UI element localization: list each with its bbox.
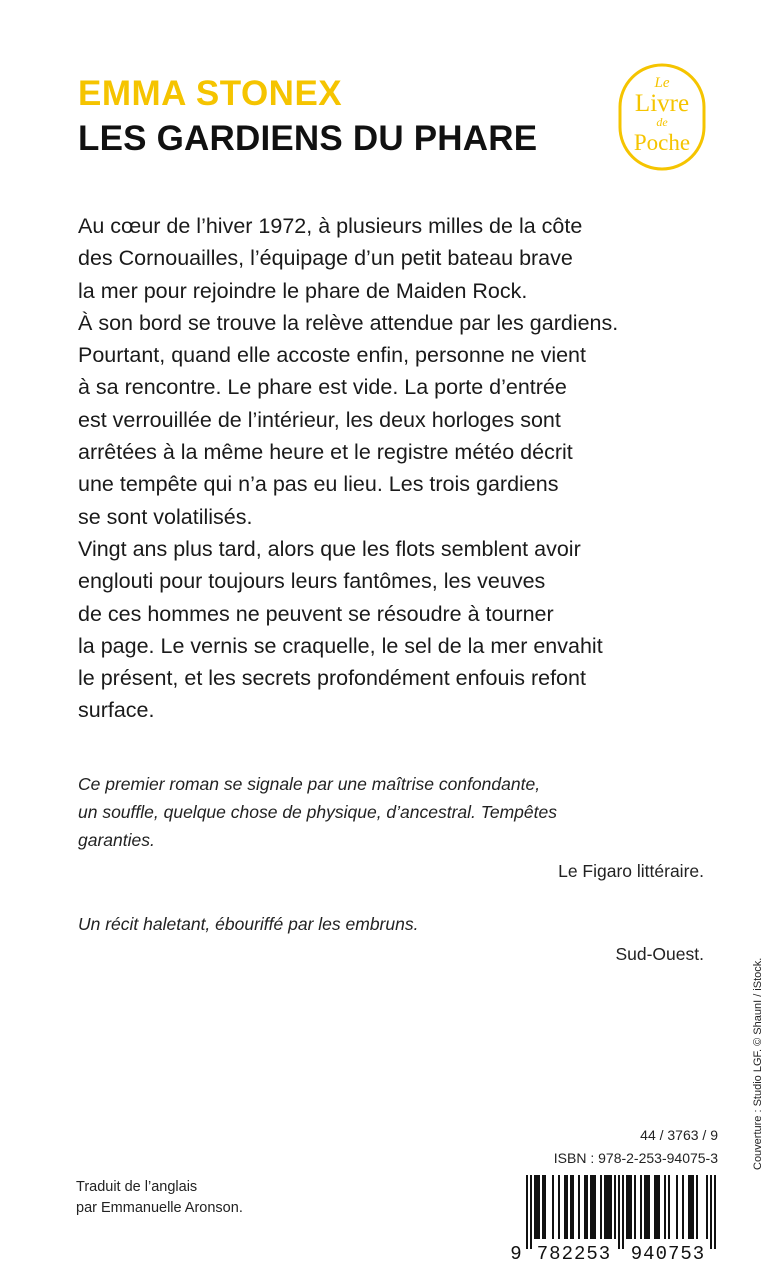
barcode-bar [676, 1175, 678, 1239]
summary-line: surface. [78, 698, 155, 723]
barcode-bar [526, 1175, 528, 1249]
logo-text-le: Le [654, 75, 670, 91]
summary-line: à sa rencontre. Le phare est vide. La porte d’entrée [78, 375, 567, 400]
barcode-bar [630, 1175, 632, 1239]
barcode-bar [626, 1175, 628, 1239]
summary-line: la page. Le vernis se craquelle, le sel de la mer envahit [78, 633, 603, 658]
barcode-bar [696, 1175, 698, 1239]
summary-line: est verrouillée de l’intérieur, les deux horloges sont [78, 407, 561, 432]
barcode-bar [558, 1175, 560, 1239]
barcode-bar [552, 1175, 554, 1239]
logo-text-poche: Poche [633, 130, 691, 155]
barcode-bar [646, 1175, 648, 1239]
barcode-bar [536, 1175, 538, 1239]
summary-line: Pourtant, quand elle accoste enfin, personne ne vient [78, 343, 586, 368]
barcode-bar [564, 1175, 566, 1239]
barcode-bar [586, 1175, 588, 1239]
author-name: EMMA STONEX [78, 74, 343, 113]
barcode-bar [610, 1175, 612, 1239]
barcode-bar [566, 1175, 568, 1239]
review-quote-figaro [78, 770, 708, 854]
summary-line: de ces hommes ne peuvent se résoudre à tourner [78, 601, 554, 626]
cover-credit: Couverture : Studio LGF. © ShaunI / iStock. [752, 957, 764, 1170]
barcode-bar [604, 1175, 606, 1239]
barcode-bar [640, 1175, 642, 1239]
isbn-barcode [510, 1173, 722, 1261]
barcode-bar [634, 1175, 636, 1239]
barcode-bar [648, 1175, 650, 1239]
summary-line: le présent, et les secrets profondément enfouis refont [78, 666, 586, 691]
book-title: LES GARDIENS DU PHARE [78, 119, 538, 158]
barcode-bar [658, 1175, 660, 1239]
barcode-bar [592, 1175, 594, 1239]
barcode-bar [682, 1175, 684, 1239]
barcode-bar [644, 1175, 646, 1239]
barcode-bar [714, 1175, 716, 1249]
barcode-bar [534, 1175, 536, 1239]
barcode-bar [542, 1175, 544, 1239]
barcode-lead-digit: 9 [510, 1243, 522, 1261]
isbn-number: ISBN : 978-2-253-94075-3 [553, 1150, 718, 1166]
barcode-bar [688, 1175, 690, 1239]
barcode-bar [664, 1175, 666, 1239]
translator-line: Traduit de l’anglais [76, 1179, 198, 1195]
barcode-bar [692, 1175, 694, 1239]
barcode-bar [584, 1175, 586, 1239]
logo-text-de: de [656, 115, 668, 129]
summary-line: Au cœur de l’hiver 1972, à plusieurs milles de la côte [78, 214, 583, 238]
barcode-bar [710, 1175, 712, 1249]
catalog-code: 44 / 3763 / 9 [640, 1127, 718, 1143]
barcode-bar [600, 1175, 602, 1239]
barcode-bar [668, 1175, 670, 1239]
barcode-left-digits: 782253 [536, 1243, 612, 1261]
livre-de-poche-logo [617, 62, 707, 172]
barcode-bar [618, 1175, 620, 1249]
barcode-bar [654, 1175, 656, 1239]
translator-credit [76, 1177, 243, 1219]
barcode-bar [606, 1175, 608, 1239]
barcode-bar [572, 1175, 574, 1239]
summary-line: À son bord se trouve la relève attendue par les gardiens. [78, 310, 619, 335]
barcode-bar [570, 1175, 572, 1239]
barcode-bar [530, 1175, 532, 1249]
review-source-figaro: Le Figaro littéraire. [558, 861, 704, 881]
barcode-bar [544, 1175, 546, 1239]
barcode-bars [526, 1175, 716, 1249]
barcode-bar [594, 1175, 596, 1239]
review-quote-sud-ouest [78, 910, 708, 938]
barcode-bar [690, 1175, 692, 1239]
translator-line: par Emmanuelle Aronson. [76, 1200, 243, 1216]
barcode-bar [614, 1175, 616, 1239]
summary-line: se sont volatilisés. [78, 504, 253, 529]
barcode-bar [578, 1175, 580, 1239]
summary-line: Vingt ans plus tard, alors que les flots semblent avoir [78, 536, 581, 561]
summary-line: la mer pour rejoindre le phare de Maiden Rock. [78, 278, 528, 303]
summary-line: une tempête qui n’a pas eu lieu. Les trois gardiens [78, 472, 559, 497]
review-line: garanties. [78, 830, 155, 850]
logo-text-livre: Livre [634, 90, 690, 117]
barcode-bar [706, 1175, 708, 1239]
barcode-bar [622, 1175, 624, 1249]
review-source-sud-ouest: Sud-Ouest. [615, 944, 704, 964]
barcode-bar [656, 1175, 658, 1239]
review-line: Ce premier roman se signale par une maîtrise confondante, [78, 774, 541, 794]
barcode-bar [590, 1175, 592, 1239]
summary-line: des Cornouailles, l’équipage d’un petit bateau brave [78, 246, 573, 271]
barcode-bar [608, 1175, 610, 1239]
barcode-right-digits: 940753 [630, 1243, 706, 1261]
review-line: Un récit haletant, ébouriffé par les embruns. [78, 914, 419, 934]
review-line: un souffle, quelque chose de physique, d’ancestral. Tempêtes [78, 802, 557, 822]
barcode-bar [628, 1175, 630, 1239]
barcode-bar [538, 1175, 540, 1239]
summary-line: arrêtées à la même heure et le registre météo décrit [78, 440, 573, 465]
summary-line: englouti pour toujours leurs fantômes, les veuves [78, 569, 546, 594]
book-summary [78, 210, 718, 727]
